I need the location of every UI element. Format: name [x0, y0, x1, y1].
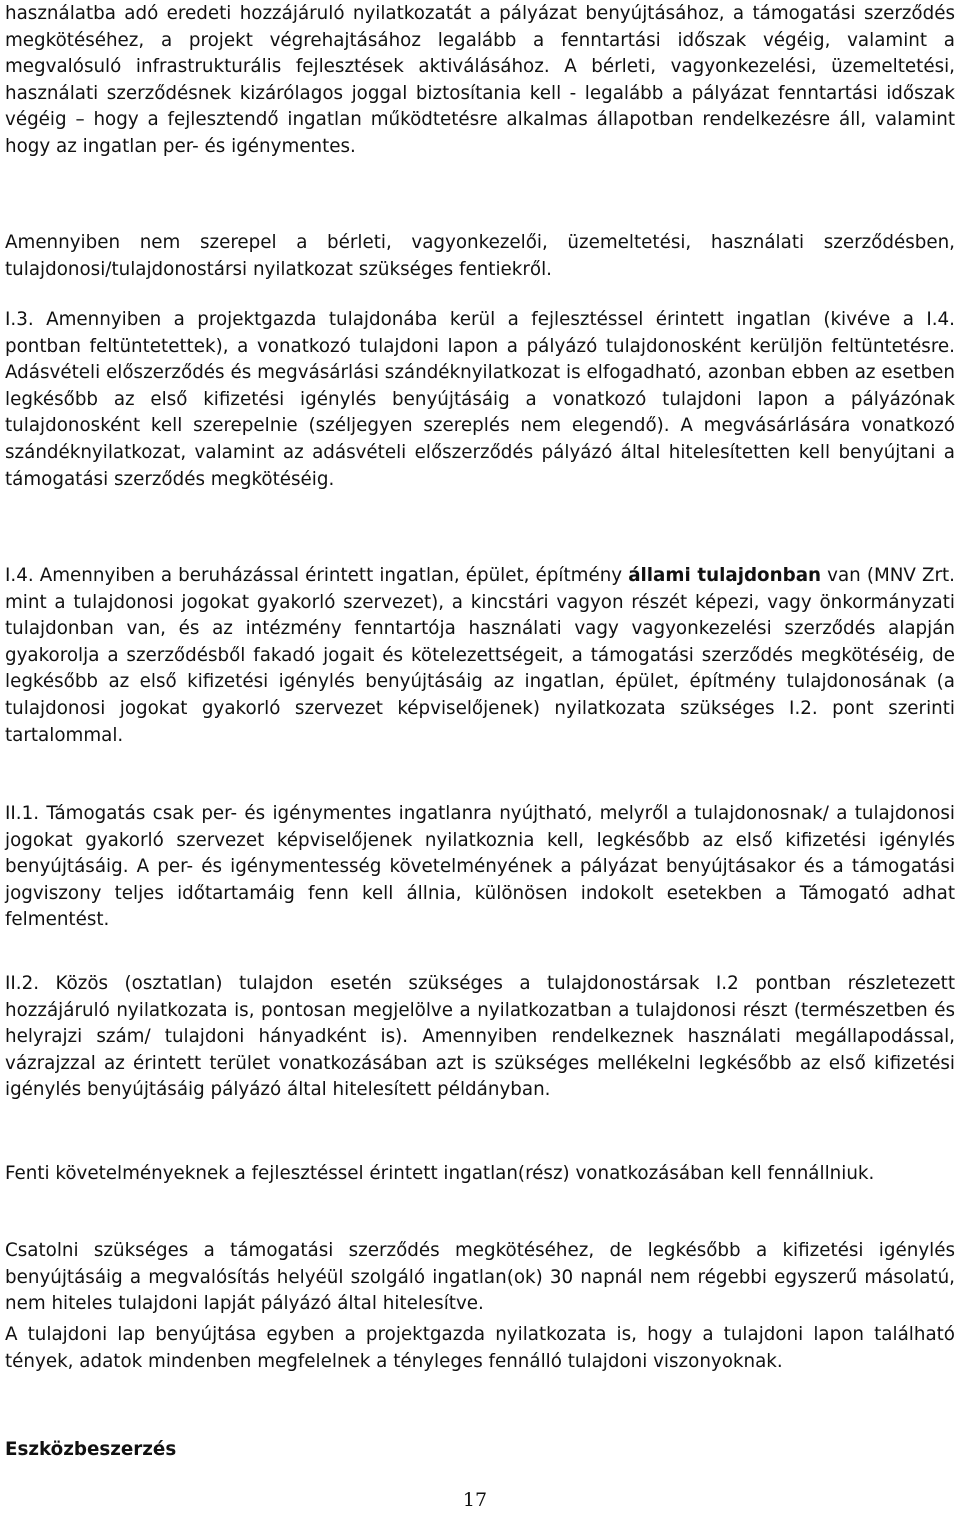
paragraph-section-ii1: II.1. Támogatás csak per- és igénymentes ingatlanra nyújtható, melyről a tulajdonosnak/ a tulajdonosi jogokat gyakorló szervezet képviselőjenek nyilatkoznia kell, legkésőbb az első kifizetési igénylés benyújtásáig. A per- és igénymentesség követelményének a pályázat benyújtásakor és a támogatási jogviszony teljes időtartamáig fenn kell állnia, különösen indokolt esetekben a Támogató adhat felmentést. — [5, 803, 955, 931]
paragraph-owner-declaration: Amennyiben nem szerepel a bérleti, vagyonkezelői, üzemeltetési, használati szerződésben, tulajdonosi/tulajdonostársi nyilatkozat szükséges fentiekről. — [5, 232, 955, 280]
section-heading: Eszközbeszerzés — [5, 1439, 177, 1460]
section-i4-text-end: van (MNV Zrt. mint a tulajdonosi jogokat gyakorló szervezet), a kincstári vagyon részét képezi, vagy önkormányzati tulajdonban van, és az intézmény fenntartója használati vagy vagyonkezelési szerződés alapján gyakorolja a szerződésből fakadó jogait és kötelezettségeit, a támogatási szerződés megkötéséig, de legkésőbb az első kifizetési igénylés benyújtásáig az ingatlan, épület, építmény tulajdonosának (a tulajdonosi jogokat gyakorló szervezet képviselőjenek) nyilatkozata szükséges I.2. pont szerinti tartalommal. — [5, 565, 955, 746]
paragraph-section-i4 — [5, 563, 955, 749]
section-i4-bold-phrase: állami tulajdonban — [628, 565, 822, 586]
paragraph-land-registry: A tulajdoni lap benyújtása egyben a projektgazda nyilatkozata is, hogy a tulajdoni lapon található tények, adatok mindenben megfelelnek a tényleges fennálló tulajdoni viszonyoknak. — [5, 1324, 955, 1372]
paragraph-section-i3: I.3. Amennyiben a projektgazda tulajdonába kerül a fejlesztéssel érintett ingatlan (kivéve a I.4. pontban feltüntetettek), a vonatkozó tulajdoni lapon a pályázó tulajdonosként kerüljön feltüntetésre. Adásvételi előszerződés és megvásárlási szándéknyilatkozat is elfogadható, azonban ebben az esetben legkésőbb az első kifizetési igénylés benyújtásáig a vonatkozó tulajdoni lapon a pályázónak tulajdonosként kell szerepelnie (széljegyen szereplés nem elegendő). A megvásárlására vonatkozó szándéknyilatkozat, valamint az adásvételi előszerződés pályázó által hitelesítetten kell benyújtani a támogatási szerződés megkötéséig. — [5, 309, 955, 490]
page-number: 17 — [462, 1489, 488, 1511]
section-i4-text-start: I.4. Amennyiben a beruházással érintett ingatlan, épület, építmény — [5, 565, 629, 586]
paragraph-requirements: Fenti követelményeknek a fejlesztéssel érintett ingatlan(rész) vonatkozásában kell fennállniuk. — [5, 1163, 875, 1184]
paragraph-attachment: Csatolni szükséges a támogatási szerződés megkötéséhez, de legkésőbb a kifizetési igénylés benyújtásáig a megvalósítás helyéül szolgáló ingatlan(ok) 30 napnál nem régebbi egyszerű másolatú, nem hiteles tulajdoni lapját pályázó által hitelesítve. — [5, 1240, 955, 1315]
paragraph-section-ii2: II.2. Közös (osztatlan) tulajdon esetén szükséges a tulajdonostársak I.2 pontban részletezett hozzájáruló nyilatkozata is, pontosan megjelölve a nyilatkozatban a tulajdonosi részt (természetben és helyrajzi szám/ tulajdoni hányadként is). Amennyiben rendelkeznek használati megállapodással, vázrajzzal az érintett terület vonatkozásában azt is szükséges mellékelni legkésőbb az első kifizetési igénylés benyújtásáig pályázó által hitelesített példányban. — [5, 973, 955, 1101]
paragraph-consent-statement: használatba adó eredeti hozzájáruló nyilatkozatát a pályázat benyújtásához, a támogatási szerződés megkötéséhez, a projekt végrehajtásához legalább a fenntartási időszak végéig, valamint a megvalósuló infrastrukturális fejlesztések aktiválásához. A bérleti, vagyonkezelési, üzemeltetési, használati szerződésnek kizárólagos joggal biztosítania kell - legalább a pályázat fenntartási időszak végéig – hogy a fejlesztendő ingatlan működtetésre alkalmas állapotban rendelkezésre áll, valamint hogy az ingatlan per- és igénymentes. — [5, 3, 955, 157]
